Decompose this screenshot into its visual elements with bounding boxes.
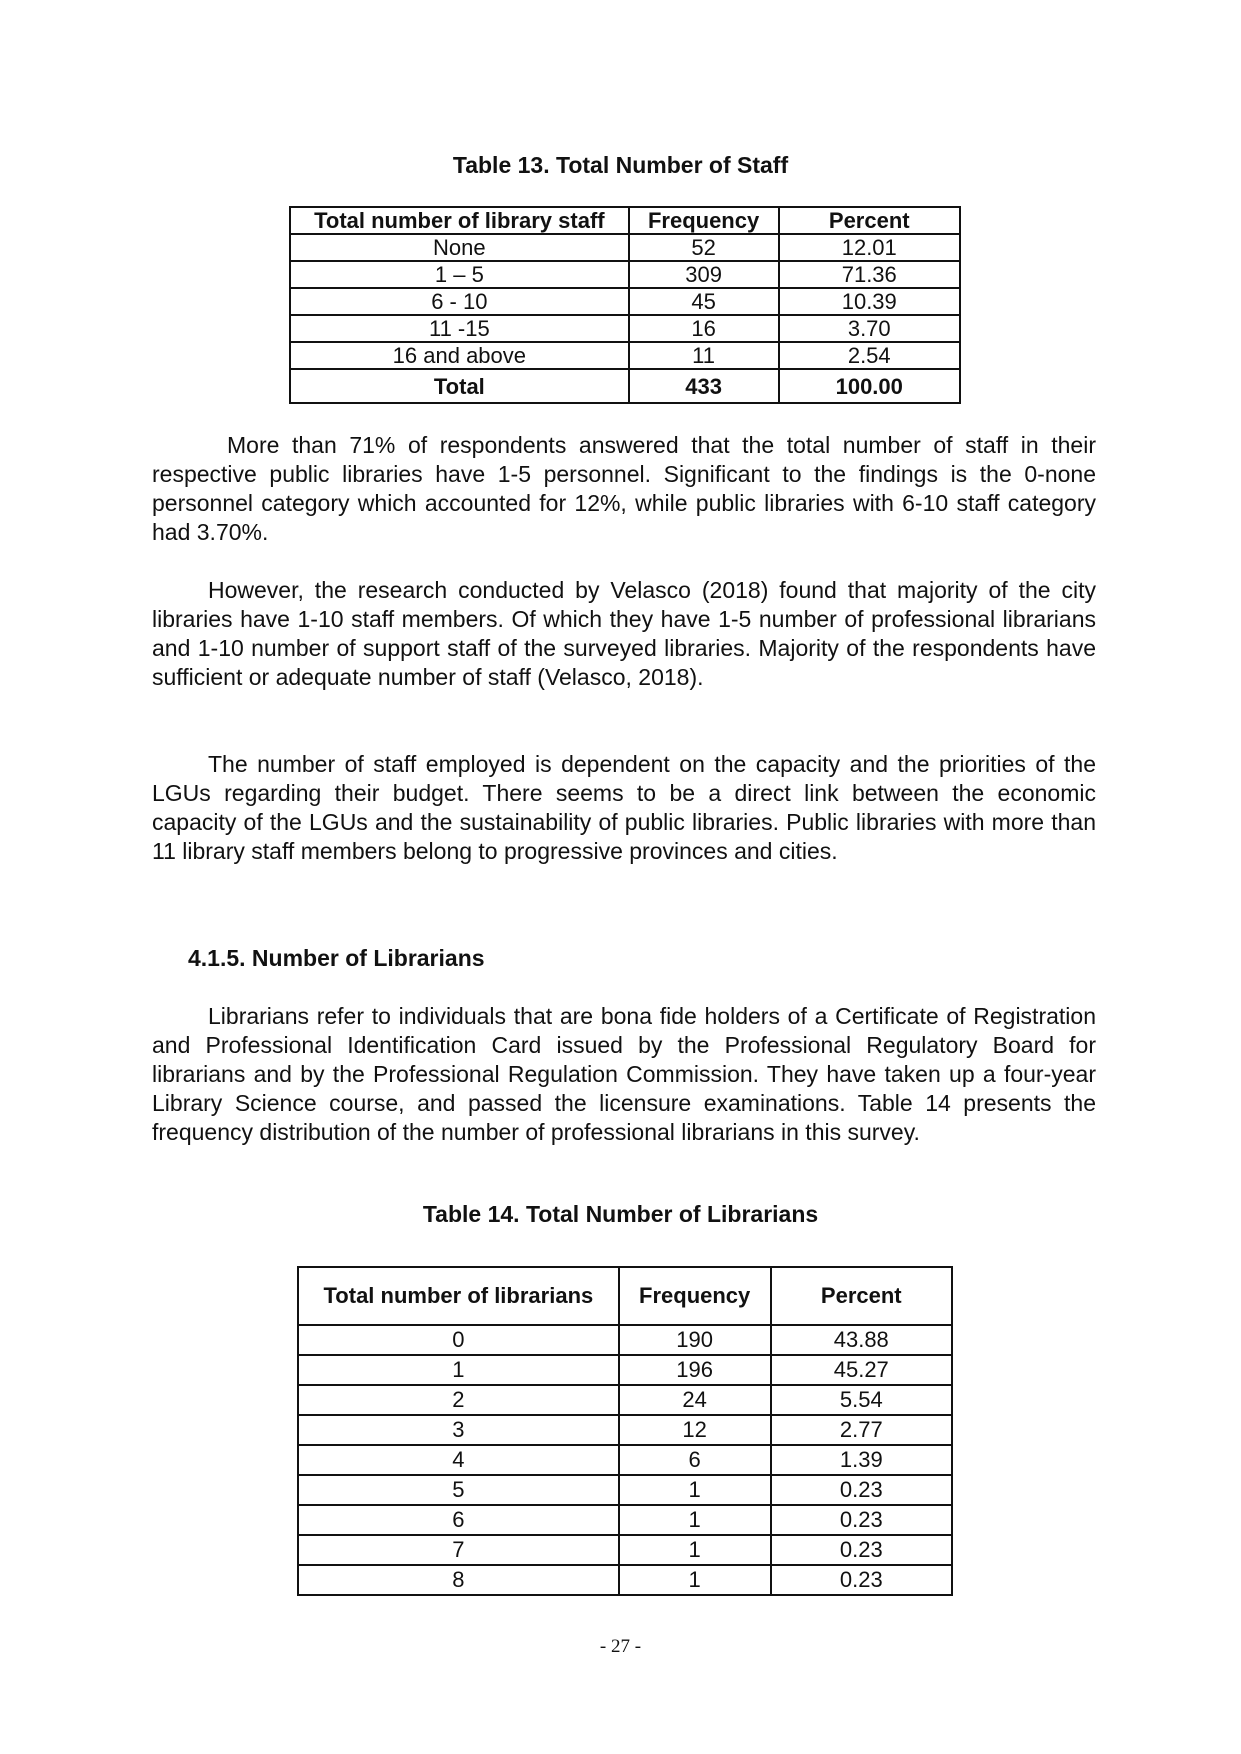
table-cell: 16 and above [290,342,629,369]
table-cell: Total [290,369,629,403]
table-cell: 3.70 [779,315,961,342]
table-cell: 0.23 [771,1535,952,1565]
table-cell: 0 [298,1325,619,1355]
table-cell: 45 [629,288,779,315]
table-cell: 196 [619,1355,771,1385]
paragraph: The number of staff employed is dependent on the capacity and the priorities of the LGUs regarding their budget. There seems to be a direct link between the economic capacity of the LGUs and the sustainability of public libraries. Public libraries with more than 11 library staff members belong to progressive provinces and cities. [152,751,1096,864]
table-cell: 0.23 [771,1475,952,1505]
table-cell: 1 [619,1475,771,1505]
table-cell: 1 [619,1505,771,1535]
table-row [290,261,960,288]
table-14-librarians [297,1266,953,1596]
table-row [298,1475,952,1505]
table-cell: 190 [619,1325,771,1355]
table-row [298,1415,952,1445]
table-cell: 6 - 10 [290,288,629,315]
column-header: Frequency [619,1267,771,1325]
table-cell: 5.54 [771,1385,952,1415]
table-cell: 45.27 [771,1355,952,1385]
table-cell: 7 [298,1535,619,1565]
table-13-staff [289,206,961,404]
section-heading: 4.1.5. Number of Librarians [188,945,485,971]
table-cell: 309 [629,261,779,288]
table-row [298,1445,952,1475]
table-row [298,1505,952,1535]
column-header: Total number of librarians [298,1267,619,1325]
table-row [290,288,960,315]
table-cell: 2.54 [779,342,961,369]
table-cell: 8 [298,1565,619,1595]
table-cell: 16 [629,315,779,342]
table-cell: 71.36 [779,261,961,288]
table-cell: 1 – 5 [290,261,629,288]
table-cell: 12.01 [779,234,961,261]
table-row [290,342,960,369]
table-row [290,234,960,261]
column-header: Total number of library staff [290,207,629,234]
table-cell: 1 [619,1535,771,1565]
table-row [298,1535,952,1565]
table-cell: None [290,234,629,261]
table-cell: 2 [298,1385,619,1415]
paragraph: However, the research conducted by Velasco (2018) found that majority of the city libraries have 1-10 staff members. Of which they have 1-5 number of professional librarians and 1-10 number of support staff of the surveyed libraries. Majority of the respondents have sufficient or adequate number of staff (Velasco, 2018). [152,577,1096,690]
table-cell: 0.23 [771,1565,952,1595]
page-number: - 27 - [599,1636,642,1657]
table-cell: 2.77 [771,1415,952,1445]
table-cell: 12 [619,1415,771,1445]
table-cell: 0.23 [771,1505,952,1535]
table-row [298,1355,952,1385]
table-cell: 24 [619,1385,771,1415]
table-row [290,315,960,342]
table-row [298,1385,952,1415]
table-cell: 11 -15 [290,315,629,342]
table-row [298,1325,952,1355]
table-cell: 1.39 [771,1445,952,1475]
table-cell: 43.88 [771,1325,952,1355]
table-cell: 5 [298,1475,619,1505]
column-header: Frequency [629,207,779,234]
table-13-caption: Table 13. Total Number of Staff [452,152,789,178]
table-cell: 11 [629,342,779,369]
table-cell: 6 [298,1505,619,1535]
table-cell: 52 [629,234,779,261]
table-cell: 3 [298,1415,619,1445]
table-header-row [298,1267,952,1325]
table-cell: 6 [619,1445,771,1475]
column-header: Percent [771,1267,952,1325]
table-header-row [290,207,960,234]
paragraph: Librarians refer to individuals that are bona fide holders of a Certificate of Registration and Professional Identification Card issued by the Professional Regulatory Board for librarians and by the Professional Regulation Commission. They have taken up a four-year Library Science course, and passed the licensure examinations. Table 14 presents the frequency distribution of the number of professional librarians in this survey. [152,1003,1096,1145]
table-14-caption: Table 14. Total Number of Librarians [422,1201,819,1227]
table-cell: 1 [298,1355,619,1385]
table-row [298,1565,952,1595]
table-cell: 1 [619,1565,771,1595]
table-cell: 4 [298,1445,619,1475]
table-cell: 100.00 [779,369,961,403]
table-cell: 433 [629,369,779,403]
table-cell: 10.39 [779,288,961,315]
column-header: Percent [779,207,961,234]
paragraph: More than 71% of respondents answered that the total number of staff in their respective public libraries have 1-5 personnel. Significant to the findings is the 0-none personnel category which accounted for 12%, while public libraries with 6-10 staff category had 3.70%. [152,432,1096,545]
table-total-row [290,369,960,403]
